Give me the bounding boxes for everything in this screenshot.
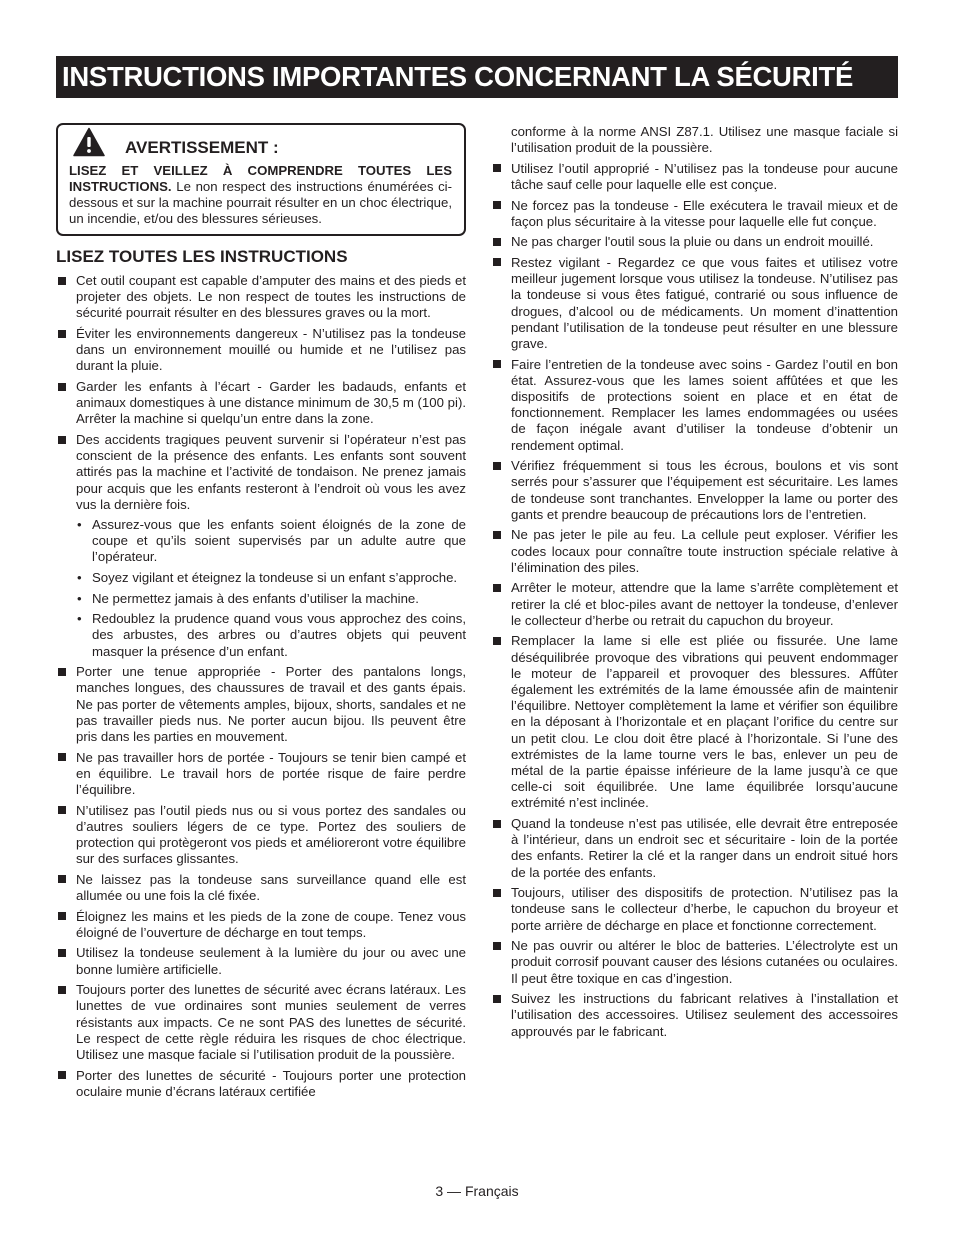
child-safety-sublist [76,517,466,660]
list-item: Toujours porter des lunettes de sécurité avec écrans latéraux. Les lunettes de vue ordinaires sont munies seulement de verres résistants aux impacts. Ce ne sont PAS des lunettes de sécurité. Le respect de cette règle réduira les risques de choc électrique. Utilisez une masque faciale si l’utilisation produit de la poussière. [56,982,466,1063]
list-item: Ne pas travailler hors de portée - Toujours se tenir bien campé et en équilibre. Le travail hors de portée risque de faire perdre l’équilibre. [56,750,466,799]
list-item: Arrêter le moteur, attendre que la lame s’arrête complètement et retirer la clé et bloc-piles avant de nettoyer la tondeuse, d’enlever le collecteur d’herbe ou retrait du capuchon du broyeur. [491,580,898,629]
page-footer: 3 — Français [435,1183,519,1199]
warning-body-text: Le non respect des instructions énumérées ci-dessous et sur la machine pourrait résulter en un choc électrique, un incendie, et/ou des blessures sérieuses. [69,179,452,226]
list-item: Remplacer la lame si elle est pliée ou fissurée. Une lame déséquilibrée provoque des vibrations qui peuvent endommager le moteur de l’appareil et provoquer des blessures. Affûter également les extrémités de la lame émoussée afin de maintenir l’équilibre. Nettoyer complètement la lame et vérifier son équilibre en la déposant à l’horizontale et en plaçant l’orifice du centre sur un petit clou. Le clou doit être placé à l’horizontale. Si l’une des extrémistes de la lame tourne vers le bas, enlever un peu de métal de la partie épaisse inférieure de la lame jusqu’à ce que celle-ci soit équilibrée. Une lame équilibrée lorsqu’aucune extrémité n’est inclinée. [491,633,898,811]
list-item: Cet outil coupant est capable d’amputer des mains et des pieds et projeter des objets. Le non respect de toutes les instructions de sécurité pourrait résulter en des blessures graves ou la mort. [56,273,466,322]
page-title: INSTRUCTIONS IMPORTANTES CONCERNANT LA SÉCURITÉ [62,61,854,92]
list-item: Suivez les instructions du fabricant relatives à l’installation et l’utilisation des accessoires. Utilisez seulement des accessoires approuvés par le fabricant. [491,991,898,1040]
list-item: Utilisez la tondeuse seulement à la lumière du jour ou avec une bonne lumière artificielle. [56,945,466,977]
list-item: Restez vigilant - Regardez ce que vous faites et utilisez votre meilleur jugement lorsque vous utilisez la tondeuse. N’utilisez pas la tondeuse si vous êtes fatigué, contrarié ou sous influence de drogues, d’alcool ou de médicaments. Un moment d’inattention pendant l’utilisation de la tondeuse peut résulter en une blessure grave. [491,255,898,352]
list-item: Ne laissez pas la tondeuse sans surveillance quand elle est allumée ou une fois la clé fixée. [56,872,466,904]
sub-list-item: • Assurez-vous que les enfants soient éloignés de la zone de coupe et qu’ils soient supervisés par un adulte autre que l’opérateur. [76,517,466,566]
right-column [491,124,898,1044]
list-item-text: Des accidents tragiques peuvent survenir si l’opérateur n’est pas conscient de la présence des enfants. Les enfants sont souvent attirés pas la machine et l’activité de tondaison. Ne prenez jamais pour acquis que les enfants resteront à l’endroit où vous les avez vus la dernière fois. [76,432,466,512]
title-banner [56,56,898,98]
sub-list-item: • Soyez vigilant et éteignez la tondeuse si un enfant s’approche. [76,570,466,586]
list-item: Vérifiez fréquemment si tous les écrous, boulons et vis sont serrés pour s’assurer que l’équipement est sécuritaire. Les lames de tondeuse sont tranchantes. Envelopper la lame ou porter des gants et prendre beaucoup de précautions lors de l’entretien. [491,458,898,523]
list-item: Éloignez les mains et les pieds de la zone de coupe. Tenez vous éloigné de l’ouverture de décharge en tout temps. [56,909,466,941]
warning-text [69,163,452,227]
section-heading: LISEZ TOUTES LES INSTRUCTIONS [56,247,348,266]
list-item: Porter des lunettes de sécurité - Toujours porter une protection oculaire munie d’écrans latéraux certifiée [56,1068,466,1100]
warning-box [56,123,466,236]
sub-list-item: • Ne permettez jamais à des enfants d’utiliser la machine. [76,591,466,607]
list-item: Ne pas jeter le pile au feu. La cellule peut exploser. Vérifier les codes locaux pour connaître toute instruction spéciale relative à l’élimination des piles. [491,527,898,576]
list-item: Ne pas charger l'outil sous la pluie ou dans un endroit mouillé. [491,234,898,250]
list-item: Garder les enfants à l’écart - Garder les badauds, enfants et animaux domestiques à une distance minimum de 30,5 m (100 pi). Arrêter la machine si quelqu’un entre dans la zone. [56,379,466,428]
warning-triangle-icon [73,127,105,157]
list-item: N’utilisez pas l’outil pieds nus ou si vous portez des sandales ou d’autres souliers légers de ce type. Portez des souliers de protection qui protègeront vos pieds et amélioreront votre équilibre sur des surfaces glissantes. [56,803,466,868]
left-column [56,123,466,1104]
list-item: Faire l’entretien de la tondeuse avec soins - Gardez l’outil en bon état. Assurez-vous que les lames soient affûtées et que les dispositifs de protections soient en place et en état de fonctionnement. Remplacer les lames endommagées ou usées de façon inégale avant d’utiliser la tondeuse d’obtenir un rendement optimal. [491,357,898,454]
list-item: Éviter les environnements dangereux - N’utilisez pas la tondeuse dans un environnement mouillé ou humide et ne l’utilisez pas durant la pluie. [56,326,466,375]
right-bullet-list [491,124,898,1040]
left-bullet-list [56,273,466,1100]
warning-bold-text: LISEZ ET VEILLEZ À COMPRENDRE TOUTES LES INSTRUCTIONS. [69,163,452,194]
list-item: Quand la tondeuse n’est pas utilisée, elle devrait être entreposée à l’intérieur, dans un endroit sec et sécuritaire - loin de la portée des enfants. Retirer la clé et la ranger dans un endroit situé hors de la portée des enfants. [491,816,898,881]
list-item: Toujours, utiliser des dispositifs de protection. N’utilisez pas la tondeuse sans le collecteur d’herbe, le capuchon du broyeur et porte arrière de décharge en place et fonctionne correctement. [491,885,898,934]
list-item-continuation: conforme à la norme ANSI Z87.1. Utilisez une masque faciale si l’utilisation produit de la poussière. [511,124,898,156]
list-item: Utilisez l’outil approprié - N’utilisez pas la tondeuse pour aucune tâche sauf celle pour laquelle elle est conçue. [491,161,898,193]
warning-header [69,137,452,159]
sub-list-item: • Redoublez la prudence quand vous vous approchez des coins, des arbustes, des arbres ou d’autres objets qui peuvent masquer la présence d’un enfant. [76,611,466,660]
list-item: Ne forcez pas la tondeuse - Elle exécutera le travail mieux et de façon plus sécuritaire à la vitesse pour laquelle elle fut conçue. [491,198,898,230]
list-item: Porter une tenue appropriée - Porter des pantalons longs, manches longues, des chaussures de travail et des gants épais. Ne pas porter de vêtements amples, bijoux, shorts, sandales et ne pas travailler pieds nus. Ne porter aucun bijou. Ils peuvent être pris dans les parties en mouvement. [56,664,466,745]
warning-title: AVERTISSEMENT : [125,138,279,157]
list-item: Ne pas ouvrir ou altérer le bloc de batteries. L’électrolyte est un produit corrosif pouvant causer des lésions cutanées ou oculaires. Il peut être toxique en cas d’ingestion. [491,938,898,987]
list-item [56,432,466,660]
